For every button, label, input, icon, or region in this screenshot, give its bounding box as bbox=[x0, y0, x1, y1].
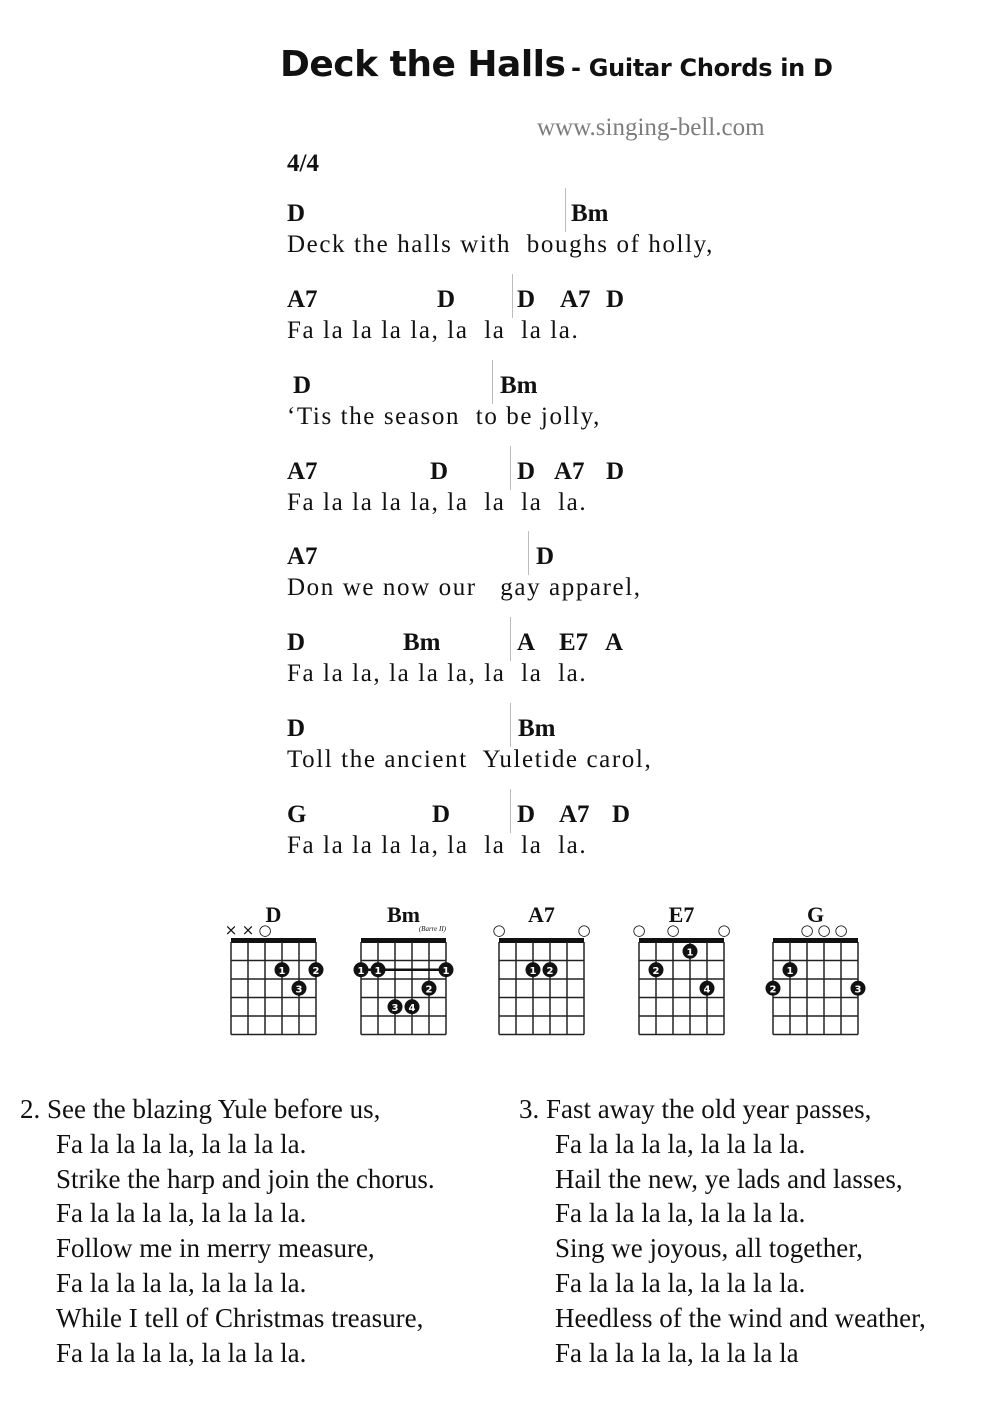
finger-dot bbox=[683, 944, 698, 959]
finger-number: 4 bbox=[408, 1002, 416, 1014]
verse-line: While I tell of Christmas treasure, bbox=[56, 1302, 424, 1333]
finger-dot bbox=[292, 981, 307, 996]
finger-dot bbox=[309, 962, 324, 977]
chord-diagram-a7 bbox=[492, 895, 606, 1040]
chord-diagram-g bbox=[770, 895, 880, 1040]
open-string-marker: ○ bbox=[577, 921, 591, 939]
bar-line bbox=[510, 789, 511, 833]
chord-diagram-bm bbox=[358, 895, 468, 1040]
finger-number: 2 bbox=[312, 965, 320, 977]
chord-symbol: D bbox=[517, 458, 536, 485]
bar-line bbox=[510, 703, 511, 747]
finger-number: 2 bbox=[546, 965, 554, 977]
verse-line: Sing we joyous, all together, bbox=[555, 1233, 863, 1264]
chord-name: A7 bbox=[528, 902, 555, 927]
chord-name: E7 bbox=[668, 902, 695, 927]
chord-symbol: A7 bbox=[560, 286, 591, 313]
verse-line: Fa la la la la, la la la la bbox=[555, 1337, 799, 1368]
bar-line bbox=[512, 274, 513, 318]
chord-symbol: D bbox=[517, 801, 536, 828]
finger-dot bbox=[388, 999, 403, 1014]
chord-symbol: A7 bbox=[554, 458, 585, 485]
finger-number: 2 bbox=[769, 984, 777, 996]
chord-symbol: D bbox=[287, 715, 306, 742]
finger-dot bbox=[649, 962, 664, 977]
song-line bbox=[0, 543, 1000, 613]
bar-line bbox=[492, 360, 493, 404]
chord-symbol: Bm bbox=[500, 372, 538, 399]
lyric-line: Fa la la la la, la la la la. bbox=[287, 489, 588, 516]
muted-string-marker: × bbox=[241, 921, 255, 939]
lyric-line: Toll the ancient Yuletide carol, bbox=[287, 746, 653, 773]
finger-dot bbox=[700, 981, 715, 996]
chord-symbol: D bbox=[606, 286, 625, 313]
finger-dot bbox=[354, 962, 369, 977]
nut bbox=[499, 938, 584, 943]
finger-number: 1 bbox=[529, 965, 537, 977]
open-string-marker: ○ bbox=[492, 921, 506, 939]
finger-number: 3 bbox=[854, 984, 862, 996]
lyric-line: Deck the halls with boughs of holly, bbox=[287, 231, 714, 258]
chord-symbol: D bbox=[432, 801, 451, 828]
finger-dot bbox=[371, 962, 386, 977]
verse-line: Hail the new, ye lads and lasses, bbox=[555, 1163, 903, 1194]
chord-symbol: A7 bbox=[287, 286, 318, 313]
lyric-line: Fa la la la la, la la la la. bbox=[287, 317, 580, 344]
lyric-line: Don we now our gay apparel, bbox=[287, 574, 642, 601]
finger-number: 1 bbox=[786, 965, 794, 977]
verse-line: Follow me in merry measure, bbox=[56, 1233, 375, 1264]
open-string-marker: ○ bbox=[834, 921, 848, 939]
verse-line: Heedless of the wind and weather, bbox=[555, 1302, 926, 1333]
song-line bbox=[0, 200, 1000, 270]
bar-line bbox=[565, 188, 566, 232]
chord-symbol: D bbox=[430, 458, 449, 485]
verse-line: Fa la la la la, la la la la. bbox=[555, 1198, 806, 1229]
chord-symbol: D bbox=[536, 543, 555, 570]
chord-symbol: D bbox=[612, 801, 631, 828]
chord-symbol: Bm bbox=[403, 629, 441, 656]
chord-symbol: A7 bbox=[287, 543, 318, 570]
open-string-marker: ○ bbox=[666, 921, 680, 939]
finger-number: 3 bbox=[391, 1002, 399, 1014]
lyric-line: Fa la la la la, la la la la. bbox=[287, 832, 588, 859]
chord-symbol: D bbox=[606, 458, 625, 485]
time-signature: 4/4 bbox=[287, 150, 319, 177]
verse-2 bbox=[20, 1092, 435, 1370]
verse-line: Fa la la la la, la la la la. bbox=[56, 1337, 307, 1368]
song-line bbox=[0, 458, 1000, 528]
finger-dot bbox=[526, 962, 541, 977]
chord-symbol: D bbox=[287, 629, 306, 656]
finger-dot bbox=[439, 962, 454, 977]
muted-string-marker: × bbox=[224, 921, 238, 939]
finger-dot bbox=[422, 981, 437, 996]
song-line bbox=[0, 715, 1000, 785]
chord-diagram-e7 bbox=[632, 895, 746, 1040]
finger-dot bbox=[275, 962, 290, 977]
verse-3 bbox=[519, 1092, 926, 1370]
verse-line: Fa la la la la, la la la la. bbox=[56, 1267, 307, 1298]
finger-dot bbox=[543, 962, 558, 977]
chord-symbol: Bm bbox=[518, 715, 556, 742]
finger-number: 1 bbox=[686, 947, 694, 959]
open-string-marker: ○ bbox=[258, 921, 272, 939]
open-string-marker: ○ bbox=[800, 921, 814, 939]
chord-symbol: D bbox=[287, 200, 306, 227]
verse-first-line: 3. Fast away the old year passes, bbox=[519, 1094, 872, 1124]
chord-symbol: E7 bbox=[559, 629, 589, 656]
bar-line bbox=[528, 531, 529, 575]
finger-number: 1 bbox=[357, 965, 365, 977]
verse-line: Fa la la la la, la la la la. bbox=[56, 1128, 307, 1159]
song-line bbox=[0, 372, 1000, 442]
song-line bbox=[0, 801, 1000, 871]
website-label: www.singing-bell.com bbox=[537, 114, 765, 141]
open-string-marker: ○ bbox=[717, 921, 731, 939]
finger-dot bbox=[851, 981, 866, 996]
chord-diagram-d bbox=[224, 895, 338, 1040]
chord-name: Bm bbox=[387, 902, 420, 927]
bar-line bbox=[510, 446, 511, 490]
finger-dot bbox=[766, 981, 781, 996]
finger-number: 2 bbox=[425, 984, 433, 996]
chord-symbol: Bm bbox=[571, 200, 609, 227]
chord-symbol: D bbox=[517, 286, 536, 313]
nut bbox=[639, 938, 724, 943]
chord-symbol: A bbox=[605, 629, 624, 656]
open-string-marker: ○ bbox=[817, 921, 831, 939]
chord-symbol: D bbox=[437, 286, 456, 313]
song-line bbox=[0, 629, 1000, 699]
finger-number: 2 bbox=[652, 965, 660, 977]
nut bbox=[361, 938, 446, 943]
finger-dot bbox=[783, 962, 798, 977]
verse-line: Fa la la la la, la la la la. bbox=[555, 1267, 806, 1298]
song-subtitle: - Guitar Chords in D bbox=[571, 54, 833, 82]
finger-dot bbox=[405, 999, 420, 1014]
finger-number: 1 bbox=[278, 965, 286, 977]
barre-note: (Barre II) bbox=[418, 925, 446, 933]
verse-line: Fa la la la la, la la la la. bbox=[56, 1198, 307, 1229]
chord-name: G bbox=[806, 902, 825, 927]
page-title bbox=[280, 44, 833, 85]
verse-first-line: 2. See the blazing Yule before us, bbox=[20, 1094, 381, 1124]
chord-symbol: A7 bbox=[559, 801, 590, 828]
chord-name: D bbox=[265, 902, 282, 927]
chord-symbol: A7 bbox=[287, 458, 318, 485]
finger-number: 3 bbox=[295, 984, 303, 996]
lyric-line: Fa la la, la la la, la la la. bbox=[287, 660, 588, 687]
finger-number: 1 bbox=[374, 965, 382, 977]
chord-symbol: G bbox=[287, 801, 307, 828]
verse-line: Strike the harp and join the chorus. bbox=[56, 1163, 435, 1194]
open-string-marker: ○ bbox=[632, 921, 646, 939]
finger-number: 4 bbox=[703, 984, 711, 996]
finger-number: 1 bbox=[442, 965, 450, 977]
lyric-line: ‘Tis the season to be jolly, bbox=[287, 403, 601, 430]
song-title: Deck the Halls bbox=[280, 44, 566, 85]
chord-symbol: A bbox=[517, 629, 536, 656]
bar-line bbox=[510, 617, 511, 661]
verse-line: Fa la la la la, la la la la. bbox=[555, 1128, 806, 1159]
song-line bbox=[0, 286, 1000, 356]
chord-symbol: D bbox=[293, 372, 312, 399]
